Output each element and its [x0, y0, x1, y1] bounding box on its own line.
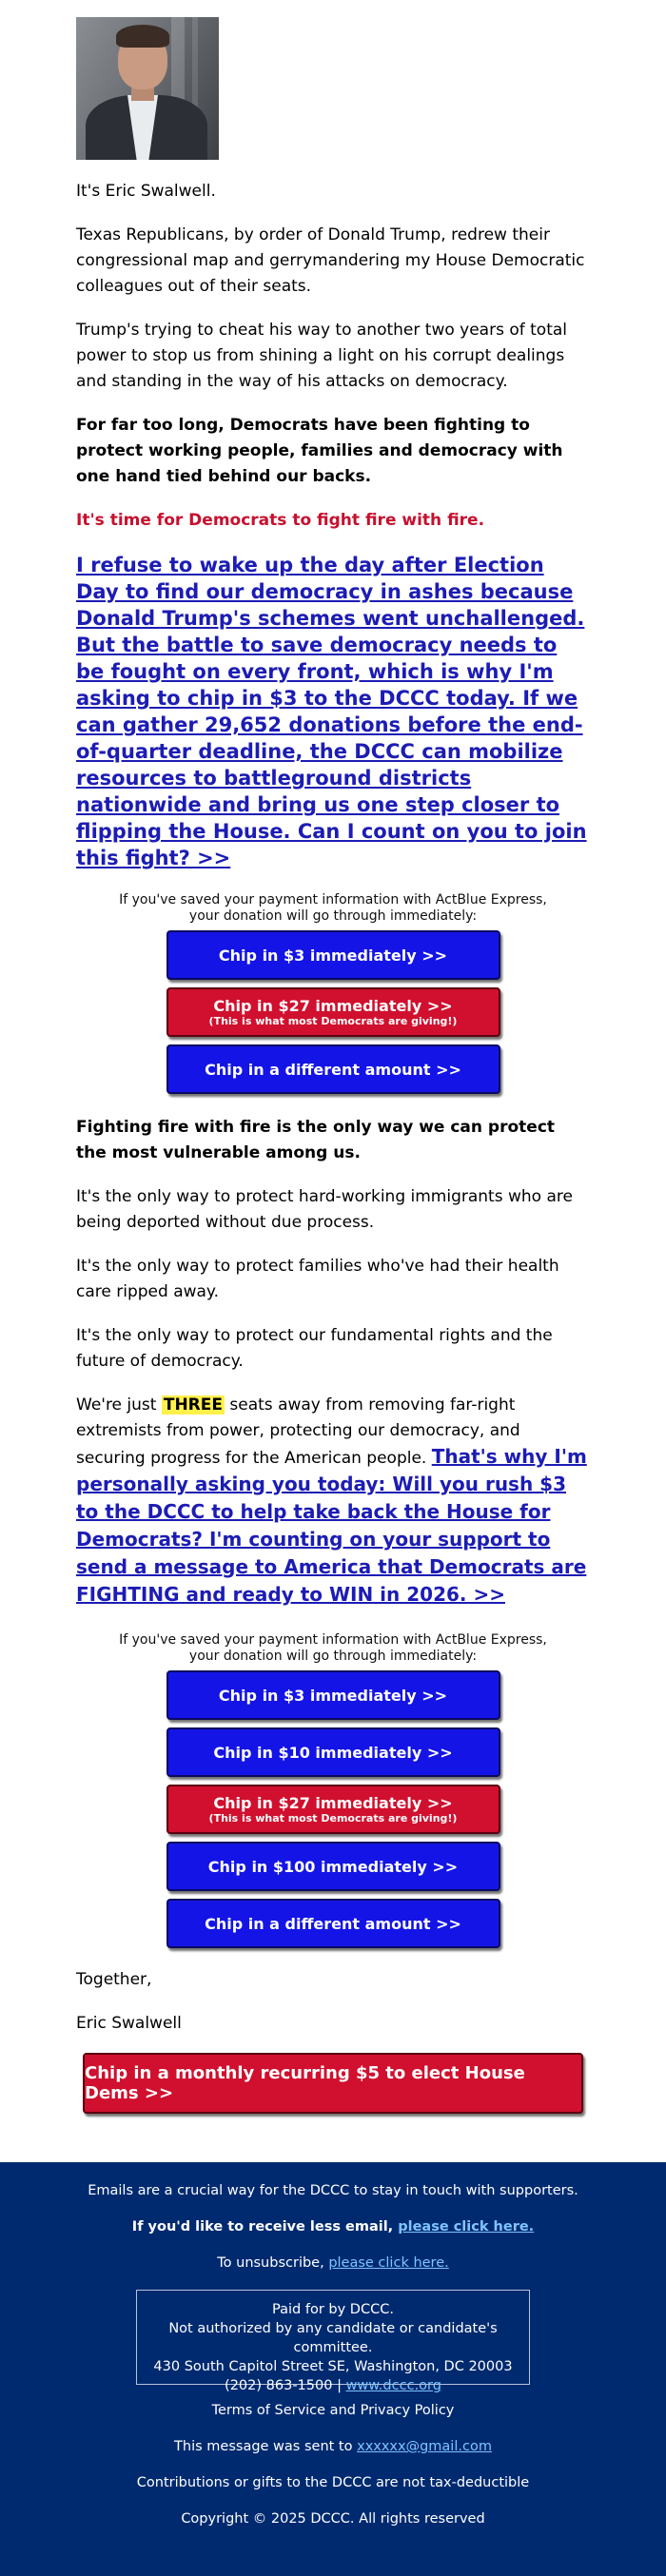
donate-appeal-link[interactable]: I refuse to wake up the day after Election Day to find our democracy in ashes because Donald Trump's schemes went unchallenged. But the battle to save democracy needs to be fought on every front, which is why I'm asking to chip in $3 to the DCCC today. If we can gather 29,652 donations before the end-of-quarter deadline, the DCCC can mobilize resources to battleground districts nationwide and bring us one step closer to flipping the House. Can I count on you to join this fight? >>: [76, 554, 587, 869]
donate-buttons-2: [76, 1665, 590, 1948]
footer-copyright: Copyright © 2025 DCCC. All rights reserved: [181, 2511, 485, 2527]
chip-3-button-2[interactable]: Chip in $3 immediately >>: [166, 1670, 500, 1720]
actblue-note: If you've saved your payment information with ActBlue Express, your donation will go through immediately:: [119, 892, 547, 924]
rush-3-link[interactable]: That's why I'm personally asking you today: Will you rush $3 to the DCCC to help take back the House for Democrats? I'm counting on your support to send a message to America that Democrats are FIGHTING and ready to WIN in 2026. >>: [76, 1445, 587, 1606]
footer-less-email: If you'd like to receive less email, please click here.: [131, 2219, 535, 2234]
middle-paragraph-2: It's the only way to protect hard-working immigrants who are being deported without due process.: [76, 1187, 573, 1232]
footer-email-note: Emails are a crucial way for the DCCC to stay in touch with supporters.: [88, 2183, 578, 2198]
recipient-email-link[interactable]: xxxxxx@gmail.com: [357, 2439, 492, 2454]
footer-unsubscribe: To unsubscribe, please click here.: [217, 2255, 449, 2271]
middle-paragraph-4: It's the only way to protect our fundamental rights and the future of democracy.: [76, 1326, 553, 1371]
chip-10-button[interactable]: Chip in $10 immediately >>: [166, 1727, 500, 1777]
actblue-note-2: If you've saved your payment information with ActBlue Express, your donation will go through immediately:: [119, 1632, 547, 1664]
email-body: [76, 17, 590, 2037]
chip-100-button[interactable]: Chip in $100 immediately >>: [166, 1842, 500, 1891]
chip-3-button[interactable]: Chip in $3 immediately >>: [166, 930, 500, 980]
chip-27-button-2[interactable]: Chip in $27 immediately >> (This is what most Democrats are giving!): [166, 1785, 500, 1834]
three-highlight: THREE: [163, 1395, 223, 1415]
greeting-text: It's Eric Swalwell.: [76, 182, 216, 201]
chip-27-button[interactable]: Chip in $27 immediately >> (This is what most Democrats are giving!): [166, 987, 500, 1037]
chip-other-button-2[interactable]: Chip in a different amount >>: [166, 1899, 500, 1948]
middle-paragraph-5: We're just THREE seats away from removing far-right extremists from power, protecting our democracy, and securing progress for the American people. That's why I'm personally asking you today: Will you rush $3 to the DCCC to help take back the House for Democrats? I'm counting on your support to send a message to America that Democrats are FIGHTING and ready to WIN in 2026. >>: [76, 1395, 587, 1606]
intro-paragraph-3: For far too long, Democrats have been fighting to protect working people, families and democracy with one hand tied behind our backs.: [76, 416, 563, 486]
footer-tax-note: Contributions or gifts to the DCCC are not tax-deductible: [136, 2475, 530, 2490]
chip-other-button[interactable]: Chip in a different amount >>: [166, 1044, 500, 1094]
portrait-image: [76, 17, 219, 160]
unsubscribe-link[interactable]: please click here.: [328, 2255, 449, 2271]
terms-link[interactable]: Terms of Service and Privacy Policy: [211, 2403, 455, 2418]
sign-off-name: Eric Swalwell: [76, 2014, 182, 2033]
less-email-link[interactable]: please click here.: [398, 2219, 535, 2234]
paid-for-box: Paid for by DCCC. Not authorized by any candidate or candidate's committee. 430 South Capitol Street SE, Washington, DC 20003 (202) 863-1500 | www.dccc.org: [136, 2290, 530, 2385]
donate-buttons-1: [76, 925, 590, 1094]
middle-paragraph-1: Fighting fire with fire is the only way we can protect the most vulnerable among us.: [76, 1118, 556, 1162]
footer-sent-to: This message was sent to xxxxxx@gmail.com: [174, 2439, 492, 2454]
dccc-site-link[interactable]: www.dccc.org: [345, 2378, 441, 2393]
footer: [0, 2162, 666, 2576]
middle-paragraph-3: It's the only way to protect families who've had their health care ripped away.: [76, 1257, 559, 1301]
intro-paragraph-1: Texas Republicans, by order of Donald Trump, redrew their congressional map and gerrymandering my House Democratic colleagues out of their seats.: [76, 225, 585, 296]
sign-off-together: Together,: [76, 1970, 152, 1989]
fire-with-fire-text: It's time for Democrats to fight fire with fire.: [76, 511, 485, 530]
intro-paragraph-2: Trump's trying to cheat his way to another two years of total power to stop us from shining a light on his corrupt dealings and standing in the way of his attacks on democracy.: [76, 321, 568, 391]
monthly-donation-button[interactable]: Chip in a monthly recurring $5 to elect House Dems >>: [83, 2053, 583, 2114]
